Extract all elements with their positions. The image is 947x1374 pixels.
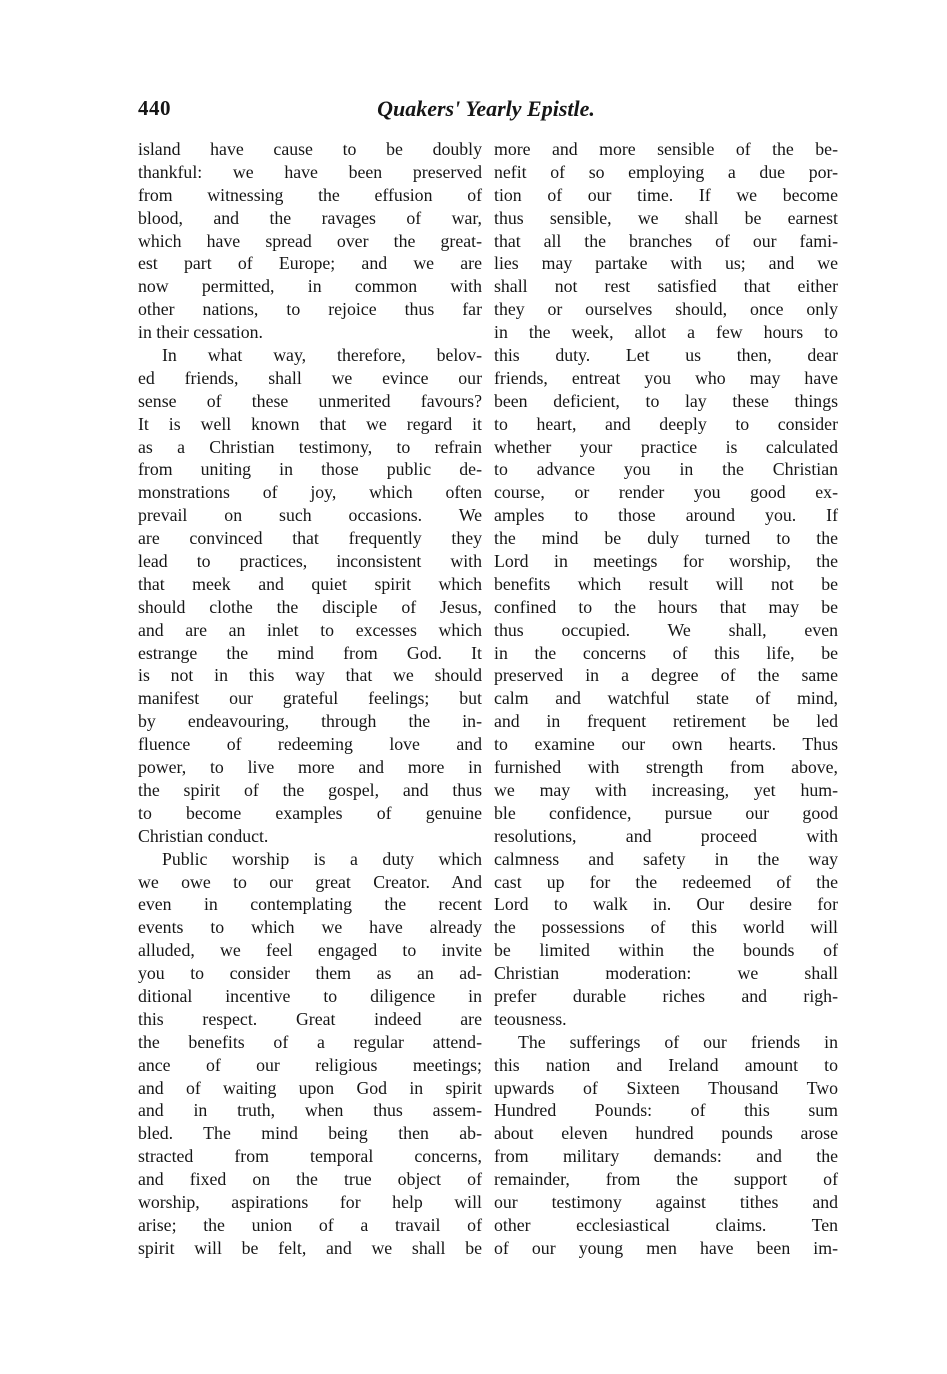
text-line: nefit of so employing a due por-: [494, 161, 838, 182]
text-line: confined to the hours that may be: [494, 596, 838, 617]
text-line: cast up for the redeemed of the: [494, 871, 838, 892]
text-line: prefer durable riches and righ-: [494, 985, 838, 1006]
text-line: ance of our religious meetings;: [138, 1054, 482, 1075]
text-line: shall not rest satisfied that either: [494, 276, 838, 297]
text-line: events to which we have already: [138, 917, 482, 938]
text-line: that meek and quiet spirit which: [138, 573, 482, 594]
text-line: in the week, allot a few hours to: [494, 322, 838, 343]
text-line: from military demands: and the: [494, 1146, 838, 1167]
text-line: tion of our time. If we become: [494, 184, 838, 205]
text-line: Christian conduct.: [138, 825, 269, 846]
text-line: by endeavouring, through the in-: [138, 711, 482, 732]
text-line: Public worship is a duty which: [162, 848, 482, 869]
text-line: upwards of Sixteen Thousand Two: [494, 1077, 838, 1098]
text-line: and in frequent retirement be led: [494, 711, 838, 732]
text-line: thankful: we have been preserved: [138, 161, 482, 182]
text-line: amples to those around you. If: [494, 505, 838, 526]
text-line: this nation and Ireland amount to: [494, 1054, 838, 1075]
page-number: 440: [138, 96, 171, 120]
text-line: that all the branches of our fami-: [494, 230, 838, 251]
text-line: monstrations of joy, which often: [138, 482, 482, 503]
text-line: prevail on such occasions. We: [138, 505, 482, 526]
text-line: you to consider them as an ad-: [138, 963, 482, 984]
text-line: and fixed on the true object of: [138, 1169, 482, 1190]
text-line: as a Christian testimony, to refrain: [138, 436, 482, 457]
text-line: power, to live more and more in: [138, 757, 482, 778]
text-line: whether your practice is calculated: [494, 436, 838, 457]
text-line: ditional incentive to diligence in: [138, 985, 482, 1006]
text-line: they or ourselves should, once only: [494, 299, 838, 320]
text-line: and of waiting upon God in spirit: [138, 1077, 482, 1098]
text-line: the benefits of a regular attend-: [138, 1031, 482, 1052]
text-line: which have spread over the great-: [138, 230, 482, 251]
text-line: alluded, we feel engaged to invite: [138, 940, 482, 961]
text-line: The sufferings of our friends in: [518, 1031, 838, 1052]
text-line: ble confidence, pursue our good: [494, 802, 838, 823]
text-line: in their cessation.: [138, 322, 263, 343]
text-line: to become examples of genuine: [138, 802, 482, 823]
text-line: It is well known that we regard it: [138, 413, 482, 434]
text-line: lead to practices, inconsistent with: [138, 551, 482, 572]
text-line: sense of these unmerited favours?: [138, 390, 482, 411]
text-line: course, or render you good ex-: [494, 482, 838, 503]
text-line: more and more sensible of the be-: [494, 139, 838, 159]
text-line: Christian moderation: we shall: [494, 963, 838, 984]
text-line: resolutions, and proceed with: [494, 825, 838, 846]
text-line: about eleven hundred pounds arose: [494, 1123, 838, 1144]
text-line: to examine our own hearts. Thus: [494, 734, 838, 755]
text-line: teousness.: [494, 1008, 567, 1029]
text-line: and in truth, when thus assem-: [138, 1100, 482, 1121]
text-line: are convinced that frequently they: [138, 528, 482, 549]
text-line: other ecclesiastical claims. Ten: [494, 1214, 838, 1235]
text-line: stracted from temporal concerns,: [138, 1146, 482, 1167]
text-line: in the concerns of this life, be: [494, 642, 838, 663]
text-line: Lord to walk in. Our desire for: [494, 894, 838, 915]
text-line: est part of Europe; and we are: [138, 253, 482, 274]
text-line: from witnessing the effusion of: [138, 184, 482, 205]
text-line: our testimony against tithes and: [494, 1191, 838, 1212]
text-line: we may with increasing, yet hum-: [494, 779, 838, 800]
text-line: preserved in a degree of the same: [494, 665, 838, 686]
text-line: arise; the union of a travail of: [138, 1214, 482, 1235]
text-line: lies may partake with us; and we: [494, 253, 838, 274]
text-line: other nations, to rejoice thus far: [138, 299, 482, 320]
text-line: fluence of redeeming love and: [138, 734, 482, 755]
text-line: be limited within the bounds of: [494, 940, 838, 961]
text-line: now permitted, in common with: [138, 276, 482, 297]
text-line: ed friends, shall we evince our: [138, 367, 482, 388]
text-line: island have cause to be doubly: [138, 139, 482, 159]
text-line: we owe to our great Creator. And: [138, 871, 482, 892]
text-line: remainder, from the support of: [494, 1169, 838, 1190]
text-line: the spirit of the gospel, and thus: [138, 779, 482, 800]
text-line: bled. The mind being then ab-: [138, 1123, 482, 1144]
text-line: should clothe the disciple of Jesus,: [138, 596, 482, 617]
left-text-column: [138, 138, 482, 1258]
text-line: the possessions of this world will: [494, 917, 838, 938]
text-line: manifest our grateful feelings; but: [138, 688, 482, 709]
text-line: of our young men have been im-: [494, 1237, 838, 1258]
text-line: benefits which result will not be: [494, 573, 838, 594]
text-line: furnished with strength from above,: [494, 757, 838, 778]
text-line: even in contemplating the recent: [138, 894, 482, 915]
text-line: this duty. Let us then, dear: [494, 345, 838, 366]
text-line: blood, and the ravages of war,: [138, 207, 482, 228]
text-line: friends, entreat you who may have: [494, 367, 838, 388]
text-line: and are an inlet to excesses which: [138, 619, 482, 640]
page-header: [138, 96, 834, 132]
text-line: been deficient, to lay these things: [494, 390, 838, 411]
text-line: this respect. Great indeed are: [138, 1008, 482, 1029]
text-line: to heart, and deeply to consider: [494, 413, 838, 434]
text-line: In what way, therefore, belov-: [162, 345, 482, 366]
text-line: Hundred Pounds: of this sum: [494, 1100, 838, 1121]
text-line: calm and watchful state of mind,: [494, 688, 838, 709]
text-line: the mind be duly turned to the: [494, 528, 838, 549]
text-line: thus occupied. We shall, even: [494, 619, 838, 640]
text-line: spirit will be felt, and we shall be: [138, 1237, 482, 1258]
text-line: from uniting in those public de-: [138, 459, 482, 480]
text-line: to advance you in the Christian: [494, 459, 838, 480]
text-line: thus sensible, we shall be earnest: [494, 207, 838, 228]
text-line: Lord in meetings for worship, the: [494, 551, 838, 572]
text-line: estrange the mind from God. It: [138, 642, 482, 663]
text-line: is not in this way that we should: [138, 665, 482, 686]
running-title: Quakers' Yearly Epistle.: [377, 96, 595, 121]
text-line: worship, aspirations for help will: [138, 1191, 482, 1212]
right-text-column: [494, 138, 838, 1258]
text-line: calmness and safety in the way: [494, 848, 838, 869]
